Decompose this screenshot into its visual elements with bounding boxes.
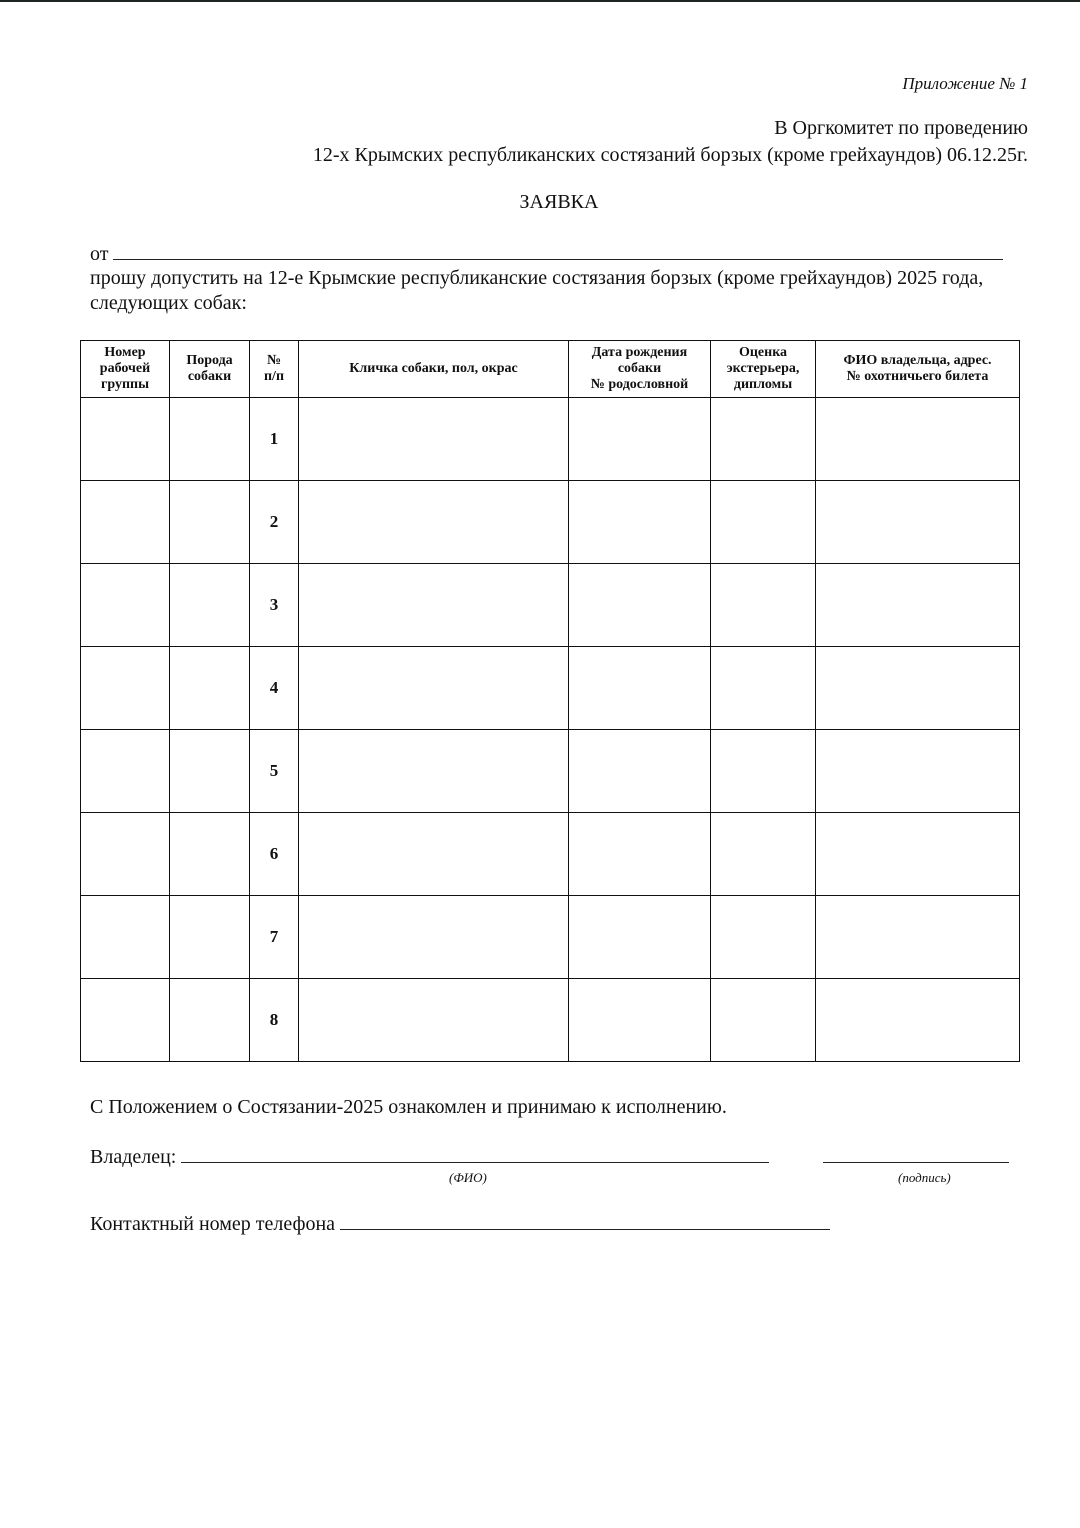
fio-caption: (ФИО) bbox=[449, 1170, 487, 1185]
cell-work-group[interactable] bbox=[81, 730, 170, 813]
table-row bbox=[81, 398, 1020, 481]
cell-breed[interactable] bbox=[170, 564, 250, 647]
header-text: рабочей bbox=[99, 361, 151, 376]
table-row bbox=[81, 730, 1020, 813]
addressee-line-1: В Оргкомитет по проведению bbox=[774, 117, 1028, 139]
cell-work-group[interactable] bbox=[81, 813, 170, 896]
cell-breed[interactable] bbox=[170, 481, 250, 564]
header-text: ФИО владельца, адрес. bbox=[843, 353, 992, 368]
row-number: 7 bbox=[250, 896, 299, 979]
table-row bbox=[81, 564, 1020, 647]
cell-exterior-diplomas[interactable] bbox=[711, 979, 816, 1062]
owner-line bbox=[90, 1146, 1009, 1169]
header-dog-name bbox=[299, 341, 569, 398]
header-text: Дата рождения bbox=[591, 345, 688, 360]
cell-work-group[interactable] bbox=[81, 481, 170, 564]
row-number: 2 bbox=[250, 481, 299, 564]
cell-owner-info[interactable] bbox=[816, 481, 1020, 564]
document-title: ЗАЯВКА bbox=[519, 191, 599, 213]
row-number: 4 bbox=[250, 647, 299, 730]
top-border bbox=[0, 0, 1080, 2]
cell-birth-pedigree[interactable] bbox=[569, 481, 711, 564]
cell-birth-pedigree[interactable] bbox=[569, 813, 711, 896]
header-text: Оценка bbox=[738, 345, 788, 360]
cell-work-group[interactable] bbox=[81, 896, 170, 979]
row-number: 5 bbox=[250, 730, 299, 813]
cell-birth-pedigree[interactable] bbox=[569, 564, 711, 647]
cell-exterior-diplomas[interactable] bbox=[711, 564, 816, 647]
cell-birth-pedigree[interactable] bbox=[569, 398, 711, 481]
appendix-label: Приложение № 1 bbox=[902, 74, 1028, 93]
cell-breed[interactable] bbox=[170, 647, 250, 730]
addressee-line-2: 12-х Крымских республиканских состязаний борзых (кроме грейхаундов) 06.12.25г. bbox=[312, 144, 1028, 166]
cell-dog-name[interactable] bbox=[299, 979, 569, 1062]
acknowledgement-text: С Положением о Состязании-2025 ознакомлен и принимаю к исполнению. bbox=[90, 1096, 727, 1118]
cell-exterior-diplomas[interactable] bbox=[711, 647, 816, 730]
cell-owner-info[interactable] bbox=[816, 730, 1020, 813]
phone-line bbox=[90, 1213, 830, 1236]
cell-exterior-diplomas[interactable] bbox=[711, 813, 816, 896]
header-text: Номер bbox=[104, 345, 146, 360]
header-exterior-diplomas bbox=[711, 341, 816, 398]
header-index bbox=[250, 341, 299, 398]
table-row bbox=[81, 896, 1020, 979]
cell-work-group[interactable] bbox=[81, 979, 170, 1062]
from-label: от bbox=[90, 243, 109, 265]
table-row bbox=[81, 481, 1020, 564]
owner-fio-field[interactable] bbox=[181, 1146, 769, 1163]
owner-label: Владелец: bbox=[90, 1146, 177, 1168]
row-number: 1 bbox=[250, 398, 299, 481]
cell-dog-name[interactable] bbox=[299, 481, 569, 564]
phone-field[interactable] bbox=[340, 1213, 830, 1230]
cell-dog-name[interactable] bbox=[299, 730, 569, 813]
cell-owner-info[interactable] bbox=[816, 896, 1020, 979]
cell-dog-name[interactable] bbox=[299, 564, 569, 647]
cell-breed[interactable] bbox=[170, 896, 250, 979]
row-number: 6 bbox=[250, 813, 299, 896]
dogs-table bbox=[80, 340, 1020, 1062]
cell-dog-name[interactable] bbox=[299, 647, 569, 730]
cell-owner-info[interactable] bbox=[816, 647, 1020, 730]
header-text: группы bbox=[100, 377, 150, 392]
table-header-row bbox=[81, 341, 1020, 398]
cell-owner-info[interactable] bbox=[816, 398, 1020, 481]
table-row bbox=[81, 813, 1020, 896]
cell-birth-pedigree[interactable] bbox=[569, 896, 711, 979]
cell-work-group[interactable] bbox=[81, 647, 170, 730]
row-number: 8 bbox=[250, 979, 299, 1062]
cell-dog-name[interactable] bbox=[299, 896, 569, 979]
header-text: дипломы bbox=[733, 377, 793, 392]
header-text: собаки bbox=[187, 369, 232, 384]
header-text: Порода bbox=[186, 353, 233, 368]
owner-signature-field[interactable] bbox=[823, 1146, 1009, 1163]
header-text: экстерьера, bbox=[726, 361, 800, 376]
cell-exterior-diplomas[interactable] bbox=[711, 896, 816, 979]
cell-breed[interactable] bbox=[170, 979, 250, 1062]
row-number: 3 bbox=[250, 564, 299, 647]
cell-dog-name[interactable] bbox=[299, 398, 569, 481]
cell-breed[interactable] bbox=[170, 398, 250, 481]
header-breed bbox=[170, 341, 250, 398]
from-line bbox=[90, 243, 1003, 266]
header-work-group bbox=[81, 341, 170, 398]
cell-breed[interactable] bbox=[170, 813, 250, 896]
cell-owner-info[interactable] bbox=[816, 979, 1020, 1062]
header-text: Кличка собаки, пол, окрас bbox=[349, 361, 518, 376]
phone-label: Контактный номер телефона bbox=[90, 1213, 336, 1235]
cell-owner-info[interactable] bbox=[816, 813, 1020, 896]
cell-breed[interactable] bbox=[170, 730, 250, 813]
cell-birth-pedigree[interactable] bbox=[569, 979, 711, 1062]
header-text: п/п bbox=[263, 369, 285, 384]
table-row bbox=[81, 647, 1020, 730]
header-text: № охотничьего билета bbox=[846, 369, 989, 384]
table-row bbox=[81, 979, 1020, 1062]
header-text: № bbox=[266, 353, 282, 368]
cell-exterior-diplomas[interactable] bbox=[711, 398, 816, 481]
request-text: прошу допустить на 12-е Крымские республиканские состязания борзых (кроме грейхаундов) 2025 года, следующих собак: bbox=[90, 267, 984, 314]
cell-owner-info[interactable] bbox=[816, 564, 1020, 647]
header-text: № родословной bbox=[590, 377, 689, 392]
from-name-field[interactable] bbox=[113, 243, 1003, 260]
header-birth-pedigree bbox=[569, 341, 711, 398]
cell-work-group[interactable] bbox=[81, 564, 170, 647]
header-text: собаки bbox=[617, 361, 662, 376]
cell-birth-pedigree[interactable] bbox=[569, 730, 711, 813]
header-owner-info bbox=[816, 341, 1020, 398]
signature-caption: (подпись) bbox=[898, 1170, 951, 1185]
cell-birth-pedigree[interactable] bbox=[569, 647, 711, 730]
cell-exterior-diplomas[interactable] bbox=[711, 730, 816, 813]
cell-dog-name[interactable] bbox=[299, 813, 569, 896]
cell-exterior-diplomas[interactable] bbox=[711, 481, 816, 564]
cell-work-group[interactable] bbox=[81, 398, 170, 481]
